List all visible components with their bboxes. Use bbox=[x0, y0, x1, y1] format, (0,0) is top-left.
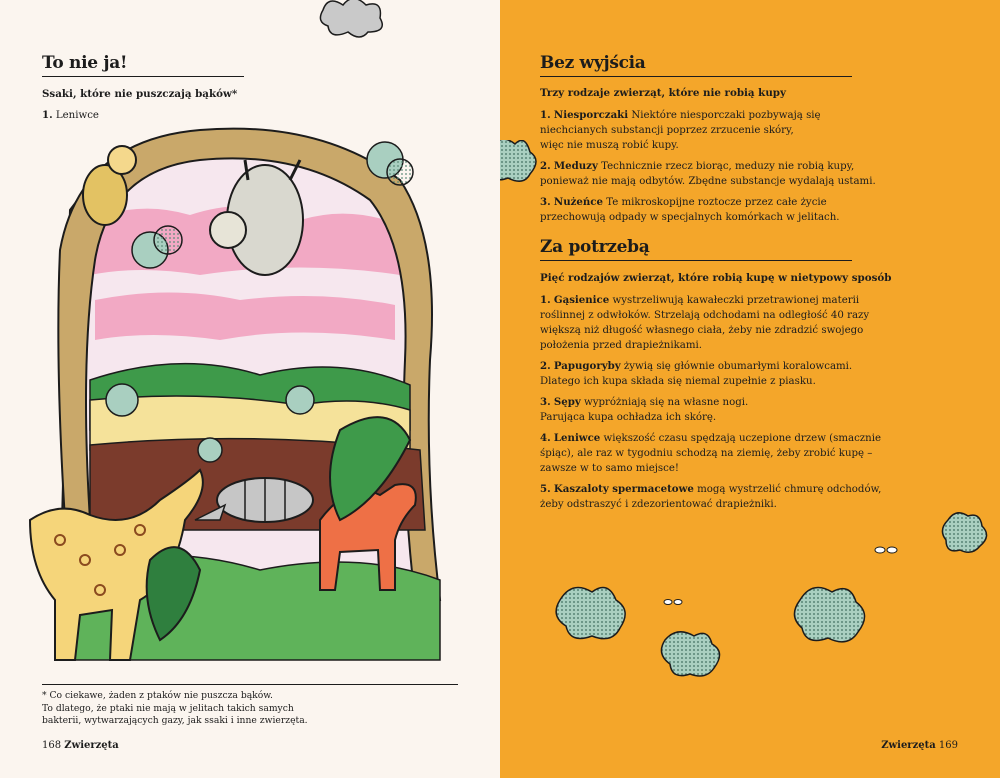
item-text: śpiąc), ale raz w tygodniu schodzą na ziemię, żeby zrobić kupę – bbox=[540, 448, 873, 459]
item-term: Leniwce bbox=[553, 432, 601, 444]
item-text: ponieważ nie mają odbytów. Zbędne substancje wydalają ustami. bbox=[540, 176, 876, 187]
item-term: Kaszaloty spermacetowe bbox=[553, 483, 694, 495]
decorative-clouds bbox=[500, 140, 1000, 700]
right-section-name: Zwierzęta bbox=[881, 740, 936, 751]
item-text: Technicznie rzecz biorąc, meduzy nie robią kupy, bbox=[601, 161, 855, 172]
section2-subheading: Pięć rodzajów zwierząt, które robią kupę w nietypowy sposób bbox=[540, 272, 892, 284]
item-text: położenia przed drapieżnikami. bbox=[540, 340, 703, 351]
item-number: 4. bbox=[540, 432, 551, 444]
item-text: żywią się głównie obumarłymi koralowcami. bbox=[623, 361, 853, 372]
fly-icon bbox=[875, 547, 897, 553]
jungle-illustration bbox=[0, 100, 500, 680]
item-text: wystrzeliwują kawałeczki przetrawionej materii bbox=[612, 295, 860, 306]
right-page-number: 169 bbox=[938, 740, 958, 751]
item-number: 1. bbox=[42, 109, 53, 121]
footnote-rule bbox=[42, 684, 458, 685]
item-number: 1. bbox=[540, 294, 551, 306]
item-text: Parująca kupa ochładza ich skórę. bbox=[540, 412, 717, 423]
item-number: 1. bbox=[540, 109, 551, 121]
item-text: niechcianych substancji poprzez zrzucenie skóry, bbox=[540, 125, 794, 136]
item-number: 5. bbox=[540, 483, 551, 495]
section2-heading: Za potrzebą bbox=[540, 237, 650, 257]
item-text: Niektóre niesporczaki pozbywają się bbox=[631, 110, 821, 121]
item-text: więc nie muszą robić kupy. bbox=[540, 140, 679, 151]
item-text: wypróżniają się na własne nogi. bbox=[584, 397, 749, 408]
item-term: Gąsienice bbox=[553, 294, 610, 306]
item-number: 2. bbox=[540, 360, 551, 372]
item-term: Nużeńce bbox=[553, 196, 603, 208]
item-text: większość czasu spędzają uczepione drzew (smacznie bbox=[603, 433, 882, 444]
item-number: 3. bbox=[540, 396, 551, 408]
left-section-name: Zwierzęta bbox=[64, 740, 119, 751]
left-subheading: Ssaki, które nie puszczają bąków* bbox=[42, 88, 238, 100]
item-text: większą niż długość własnego ciała, żeby nie zdradzić swojego bbox=[540, 325, 864, 336]
left-heading-rule bbox=[42, 76, 244, 77]
footnote bbox=[42, 690, 308, 728]
item-label: Leniwce bbox=[55, 110, 99, 121]
cloud-icon bbox=[794, 588, 864, 642]
cloud-icon bbox=[942, 513, 986, 552]
cloud-icon bbox=[500, 140, 536, 181]
right-page bbox=[500, 0, 1000, 778]
pink-sky-band-2 bbox=[95, 293, 395, 341]
fly-icon bbox=[664, 600, 682, 605]
item-number: 3. bbox=[540, 196, 551, 208]
right-folio bbox=[881, 740, 958, 751]
item-text: zawsze w to samo miejsce! bbox=[540, 463, 679, 474]
left-page-number: 168 bbox=[42, 740, 62, 751]
item-text: roślinnej z odwłoków. Strzelają odchodami na odległość 40 razy bbox=[540, 310, 870, 321]
item-text: Te mikroskopijne roztocze przez całe życie bbox=[606, 197, 827, 208]
item-term: Sępy bbox=[553, 396, 581, 408]
cloud-icon bbox=[556, 588, 625, 639]
item-term: Niesporczaki bbox=[553, 109, 629, 121]
item-term: Papugoryby bbox=[553, 360, 621, 372]
section1-rule bbox=[540, 76, 852, 77]
section1-subheading: Trzy rodzaje zwierząt, które nie robią kupy bbox=[540, 87, 786, 99]
section1-heading: Bez wyjścia bbox=[540, 53, 646, 73]
left-heading: To nie ja! bbox=[42, 53, 128, 73]
cloud-icon bbox=[661, 632, 719, 676]
footnote-line: * Co ciekawe, żaden z ptaków nie puszcza bąków. bbox=[42, 690, 273, 701]
footnote-line: To dlatego, że ptaki nie mają w jelitach takich samych bbox=[42, 702, 294, 714]
item-text: żeby odstraszyć i zdezorientować drapieżniki. bbox=[540, 499, 777, 510]
item-text: Dlatego ich kupa składa się niemal zupełnie z piasku. bbox=[540, 376, 816, 387]
item-term: Meduzy bbox=[553, 160, 598, 172]
item-text: mogą wystrzelić chmurę odchodów, bbox=[697, 484, 882, 495]
gray-cloud-icon bbox=[318, 0, 388, 40]
footnote-line: bakterii, wytwarzających gazy, jak ssaki i inne zwierzęta. bbox=[42, 715, 308, 726]
left-folio bbox=[42, 740, 119, 751]
item-number: 2. bbox=[540, 160, 551, 172]
item-text: przechowują odpady w specjalnych komórkach w jelitach. bbox=[540, 212, 840, 223]
